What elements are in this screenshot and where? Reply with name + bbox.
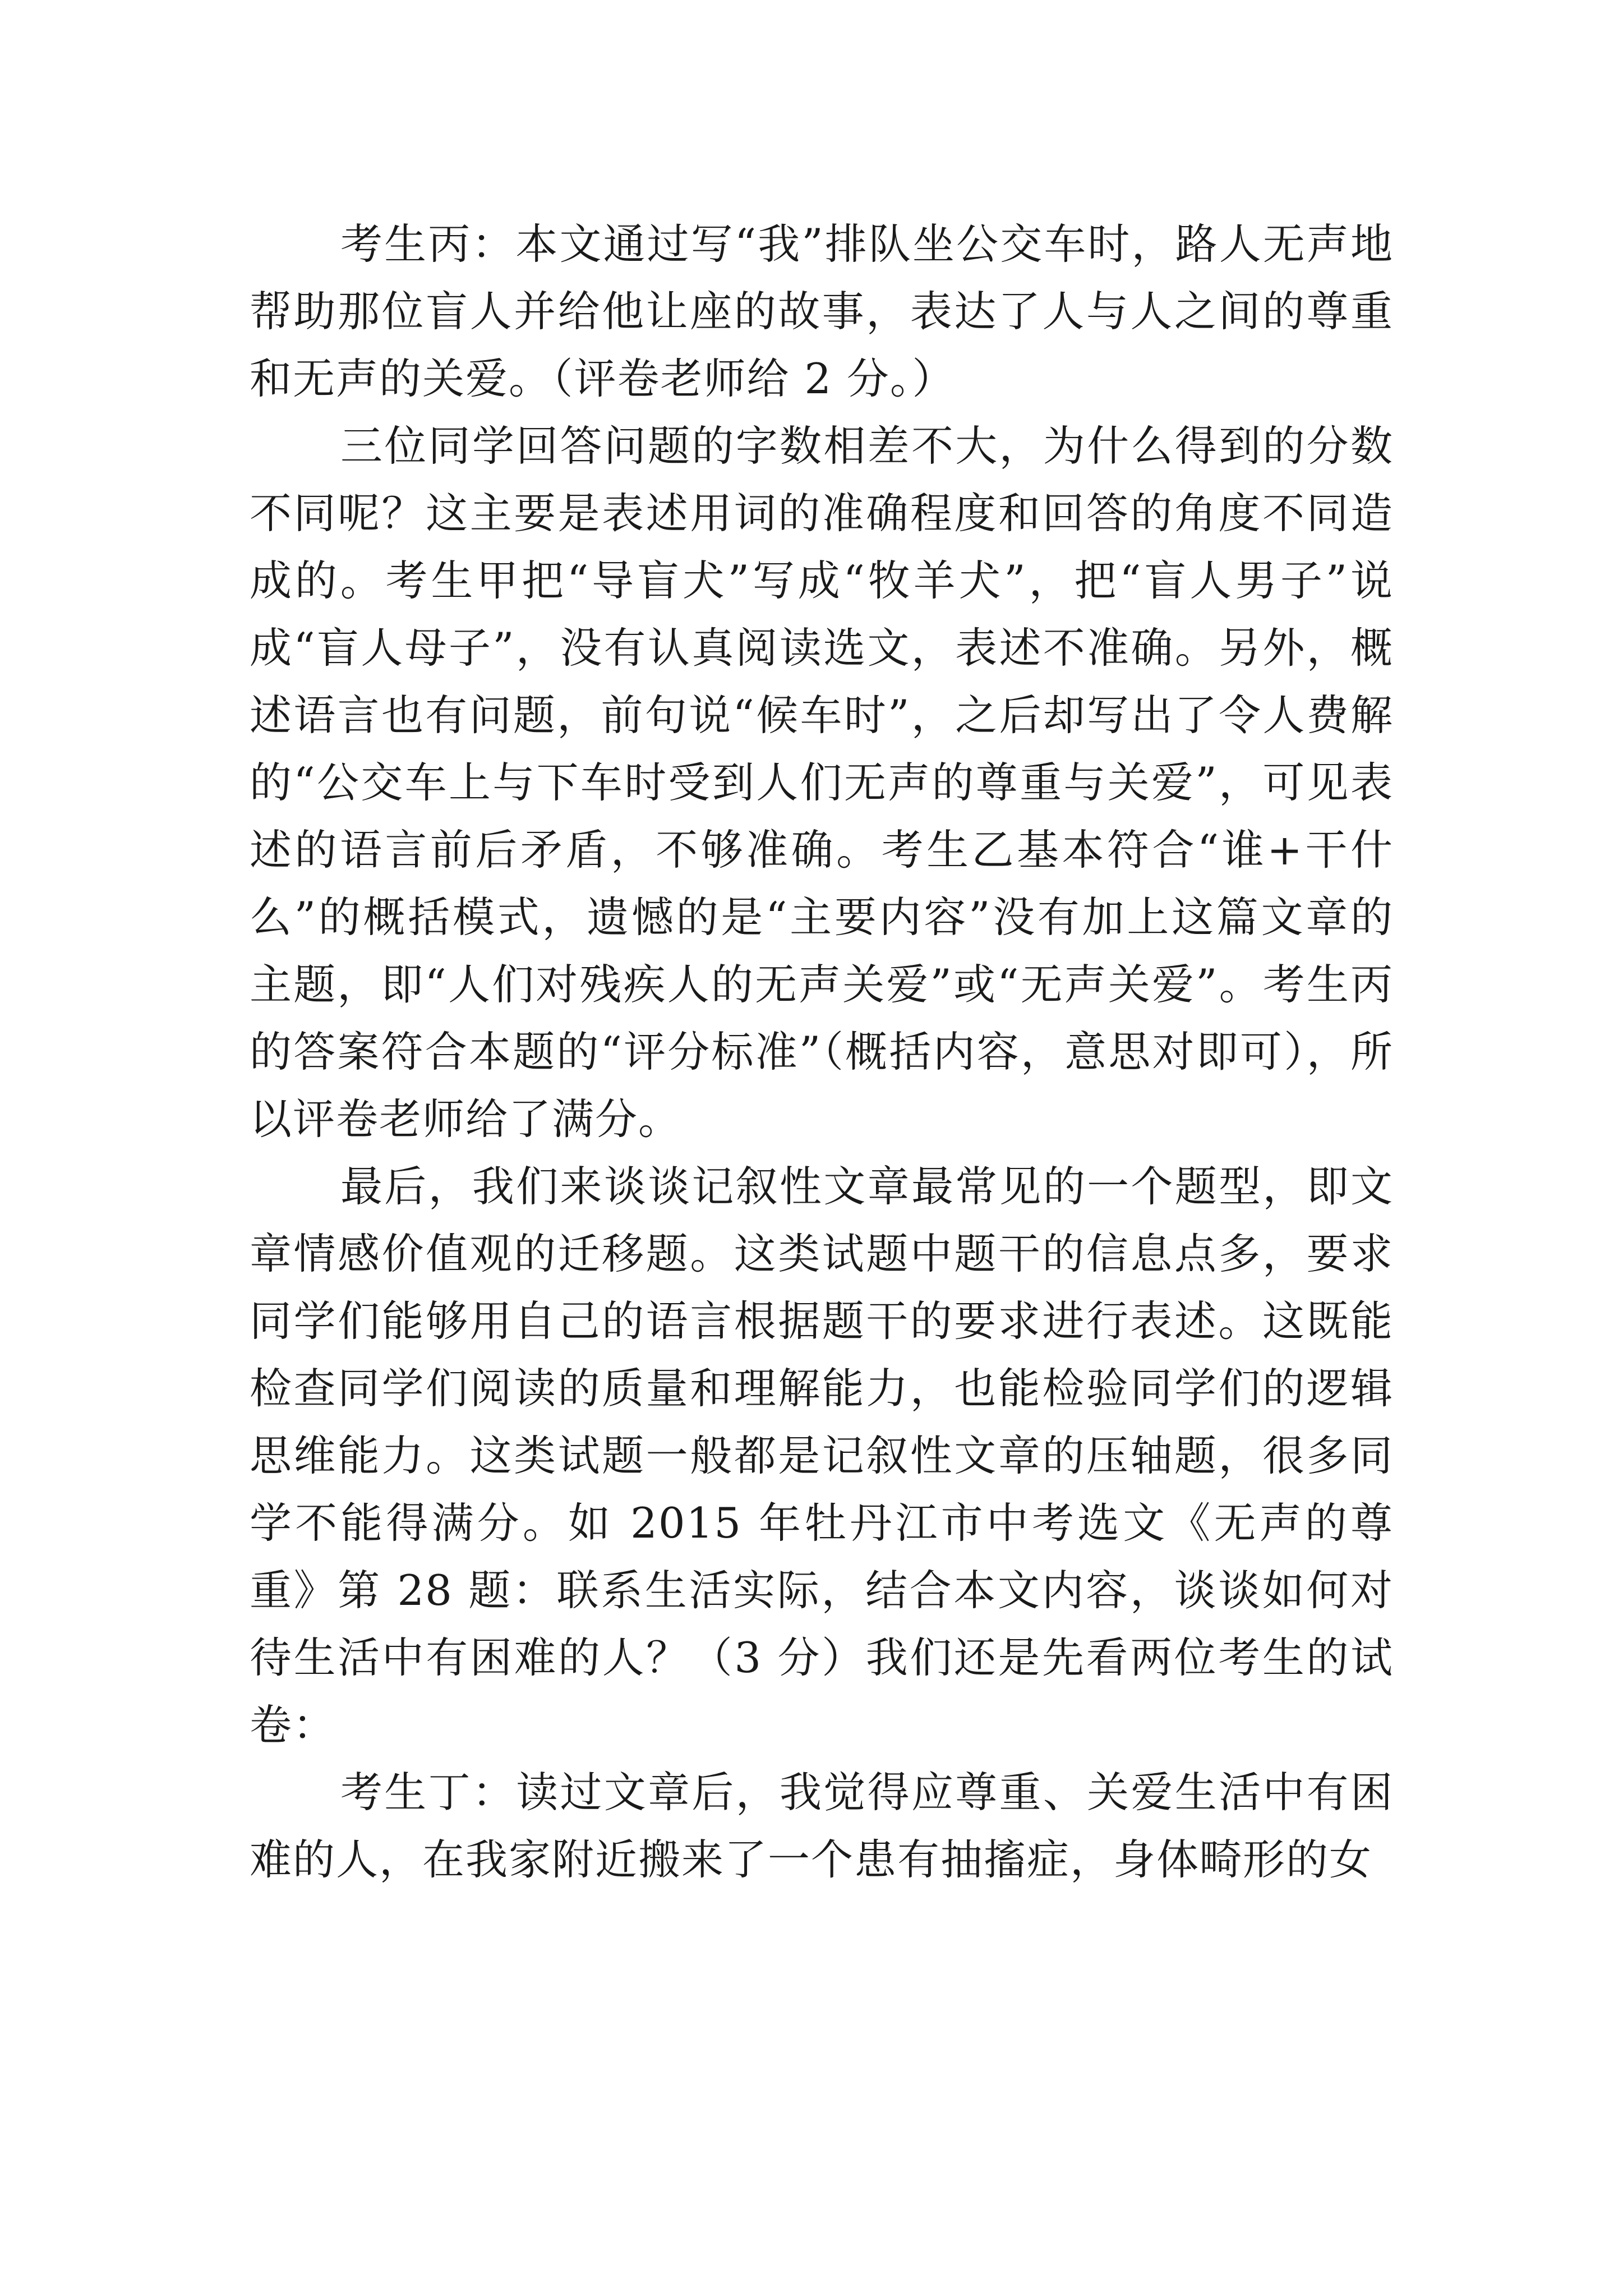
paragraph-student-d: 考生丁：读过文章后，我觉得应尊重、关爱生活中有困难的人，在我家附近搬来了一个患有抽搐症，身体畸形的女 (250, 1768, 1394, 1884)
paragraph-student-c: 考生丙：本文通过写“我”排队坐公交车时，路人无声地帮助那位盲人并给他让座的故事，表达了人与人之间的尊重和无声的关爱。（评卷老师给 2 分。） (250, 219, 1394, 403)
body-text (250, 210, 1394, 1893)
paragraph-analysis: 三位同学回答问题的字数相差不大，为什么得到的分数不同呢？这主要是表述用词的准确程度和回答的角度不同造成的。考生甲把“导盲犬”写成“牧羊犬”，把“盲人男子”说成“盲人母子”，没有认真阅读选文，表述不准确。另外，概述语言也有问题，前句说“候车时”，之后却写出了令人费解的“公交车上与下车时受到人们无声的尊重与关爱”，可见表述的语言前后矛盾，不够准确。考生乙基本符合“谁+干什么”的概括模式，遗憾的是“主要内容”没有加上这篇文章的主题，即“人们对残疾人的无声关爱”或“无声关爱”。考生丙的答案符合本题的“评分标准”（概括内容，意思对即可），所以评卷老师给了满分。 (250, 421, 1394, 1144)
paragraph-transfer-question: 最后，我们来谈谈记叙性文章最常见的一个题型，即文章情感价值观的迁移题。这类试题中题干的信息点多，要求同学们能够用自己的语言根据题干的要求进行表述。这既能检查同学们阅读的质量和理解能力，也能检验同学们的逻辑思维能力。这类试题一般都是记叙性文章的压轴题，很多同学不能得满分。如 2015 年牡丹江市中考选文《无声的尊重》第 28 题：联系生活实际，结合本文内容，谈谈如何对待生活中有困难的人？（3 分）我们还是先看两位考生的试卷： (250, 1162, 1394, 1750)
